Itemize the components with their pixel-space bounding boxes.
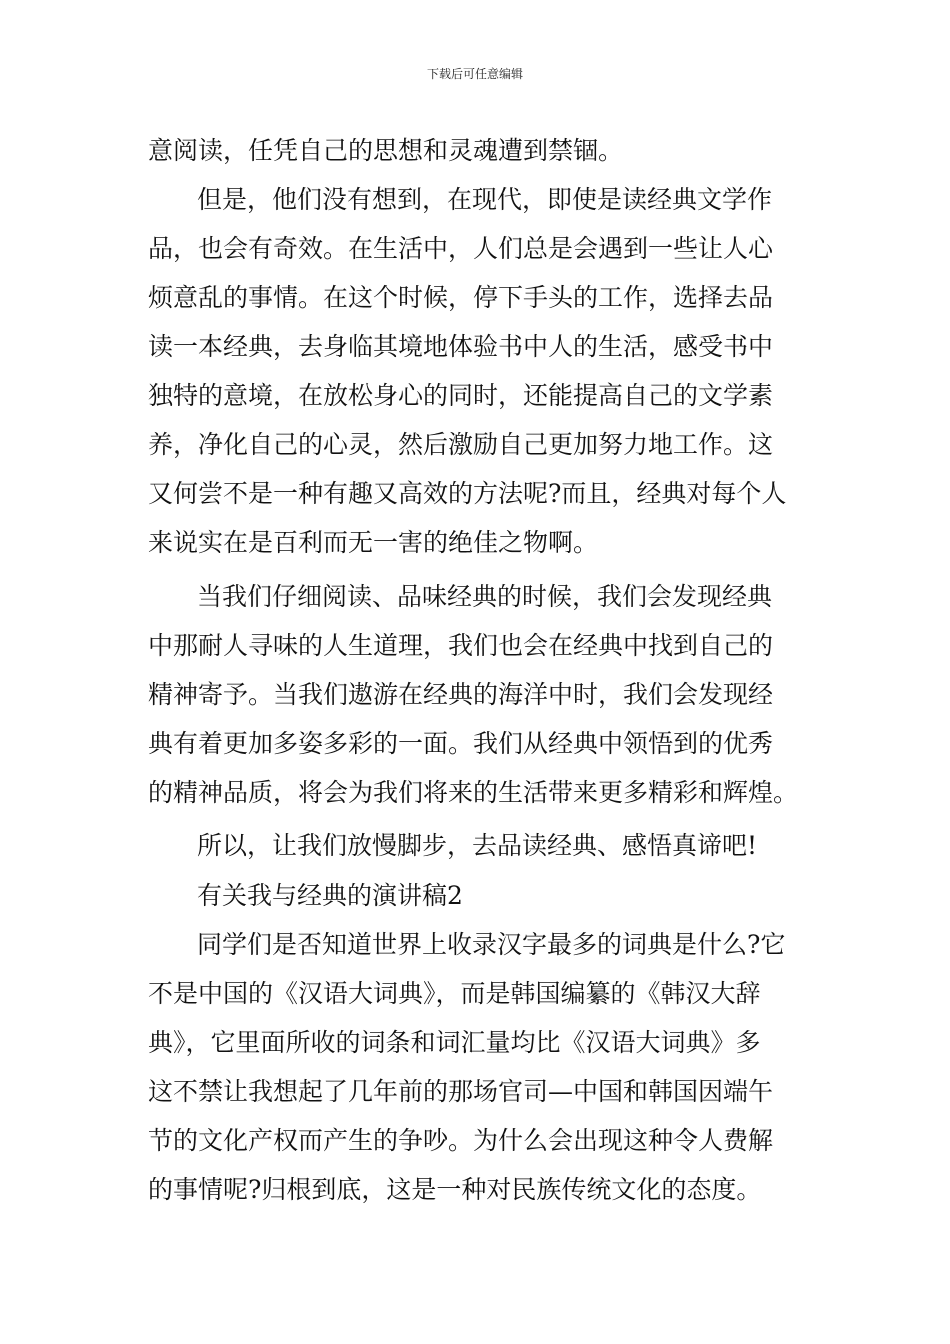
body-line: 所以，让我们放慢脚步，去品读经典、感悟真谛吧! bbox=[197, 831, 758, 860]
body-line: 不是中国的《汉语大词典》，而是韩国编纂的《韩汉大辞 bbox=[148, 979, 761, 1008]
body-line: 典有着更加多姿多彩的一面。我们从经典中领悟到的优秀 bbox=[148, 729, 774, 758]
body-line: 精神寄予。当我们遨游在经典的海洋中时，我们会发现经 bbox=[148, 680, 774, 709]
body-line: 的精神品质，将会为我们将来的生活带来更多精彩和辉煌。 bbox=[148, 778, 799, 807]
body-line: 独特的意境，在放松身心的同时，还能提高自己的文学素 bbox=[148, 381, 774, 410]
body-line: 养，净化自己的心灵，然后激励自己更加努力地工作。这 bbox=[148, 430, 774, 459]
body-line: 意阅读，任凭自己的思想和灵魂遭到禁锢。 bbox=[148, 136, 624, 165]
body-line: 同学们是否知道世界上收录汉字最多的词典是什么?它 bbox=[197, 930, 786, 959]
section-heading: 有关我与经典的演讲稿2 bbox=[197, 881, 463, 910]
body-line: 来说实在是百利而无一害的绝佳之物啊。 bbox=[148, 528, 599, 557]
page-header: 下载后可任意编辑 bbox=[426, 67, 523, 81]
body-line: 的事情呢?归根到底，这是一种对民族传统文化的态度。 bbox=[148, 1175, 762, 1204]
body-line: 读一本经典，去身临其境地体验书中人的生活，感受书中 bbox=[148, 332, 774, 361]
body-line: 当我们仔细阅读、品味经典的时候，我们会发现经典 bbox=[197, 582, 773, 611]
body-line: 典》，它里面所收的词条和词汇量均比《汉语大词典》多 bbox=[148, 1028, 761, 1057]
body-line: 品，也会有奇效。在生活中，人们总是会遇到一些让人心 bbox=[148, 234, 774, 263]
body-line: 中那耐人寻味的人生道理，我们也会在经典中找到自己的 bbox=[148, 631, 774, 660]
body-line: 又何尝不是一种有趣又高效的方法呢?而且，经典对每个人 bbox=[148, 479, 787, 508]
body-line: 烦意乱的事情。在这个时候，停下手头的工作，选择去品 bbox=[148, 283, 774, 312]
body-line: 但是，他们没有想到，在现代，即使是读经典文学作 bbox=[197, 185, 773, 214]
body-line: 节的文化产权而产生的争吵。为什么会出现这种令人费解 bbox=[148, 1126, 774, 1155]
body-line: 这不禁让我想起了几年前的那场官司—中国和韩国因端午 bbox=[148, 1077, 774, 1106]
